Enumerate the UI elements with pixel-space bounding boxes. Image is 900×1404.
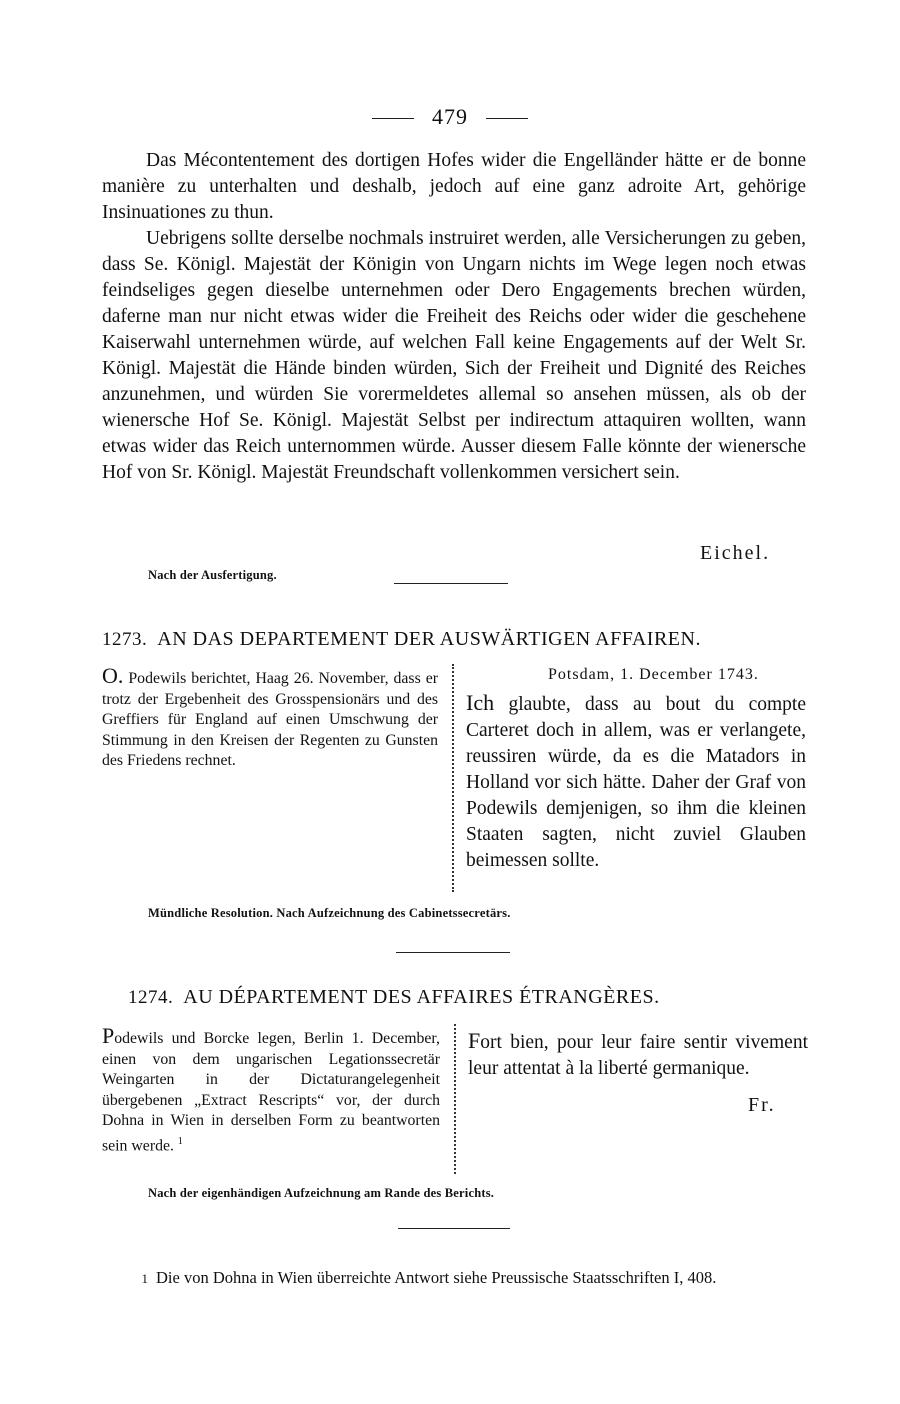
letter-body [102,148,806,486]
order-text: ort bien, pour leur faire sentir vivement leur attentat à la liberté germanique. [468,1032,808,1079]
column-divider [452,664,454,892]
order-first-word: Ich [466,690,495,715]
summary-initial: P [102,1023,115,1048]
page-number-dash-left [372,118,414,119]
page-number-text: 479 [432,104,468,129]
order-text-1274 [468,1028,808,1082]
signature-eichel: Eichel. [700,542,771,564]
section-heading-1274 [128,986,808,1009]
paragraph: Das Mécontentement des dortigen Hofes wider die Engelländer hätte er de bonne manière zu unterhalten und deshalb, jedoch auf eine ganz adroite Art, gehörige Insinuationes zu thun. [102,150,806,223]
page-number-dash-right [486,118,528,119]
section-divider [396,952,510,953]
source-note: Nach der Ausfertigung. [148,568,277,582]
dateline: Potsdam, 1. December 1743. [548,666,759,683]
footnote [102,1266,808,1291]
summary-1274 [102,1023,440,1157]
summary-text: Podewils berichtet, Haag 26. November, dass er trotz der Ergebenheit des Grosspensionärs und des Greffiers für England auf einen Umschwung der Stimmung in den Kreisen der Regenten zu Gunsten des Friedens rechnet. [102,670,438,770]
footnote-text: Die von Dohna in Wien überreichte Antwort siehe Preussische Staatsschriften I, 408. [156,1268,717,1287]
section-number: 1273. [102,629,148,650]
section-number: 1274. [128,987,174,1008]
summary-1273 [102,663,438,772]
order-text-1273 [466,690,806,874]
footnote-ref: 1 [177,1135,183,1147]
summary-initial: O. [102,663,124,688]
section-heading-1273 [102,628,806,651]
section-title: AN DAS DEPARTEMENT DER AUSWÄRTIGEN AFFAIREN. [157,628,701,650]
source-note: Nach der eigenhändigen Aufzeichnung am Rande des Berichts. [148,1186,495,1200]
source-note: Mündliche Resolution. Nach Aufzeichnung des Cabinetssecretärs. [148,906,511,920]
page-number [0,104,900,130]
column-divider [454,1024,456,1174]
section-title: AU DÉPARTEMENT DES AFFAIRES ÉTRANGÈRES. [183,986,660,1008]
order-first-letter: F [468,1028,481,1053]
paragraph: Uebrigens sollte derselbe nochmals instruiret werden, alle Versicherungen zu geben, dass Se. Königl. Majestät der Königin von Ungarn nichts im Wege legen noch etwas feindseliges gegen dieselbe unternehmen oder Dero Engagements brechen würden, daferne man nur nicht etwas wider die Freiheit des Reichs oder wider die geschehene Kaiserwahl unternehmen würde, auf welchen Fall keine Engagements auf der Welt Sr. Königl. Majestät die Hände binden würden, Sich der Freiheit und Dignité des Reiches anzunehmen, und würden Sie vorermeldetes allemal so ansehen müssen, als ob der wienersche Hof Se. Königl. Majestät Selbst per indirectum attaquiren wollten, wann etwas wider das Reich unternommen würde. Ausser diesem Falle könnte der wienersche Hof von Sr. Königl. Majestät Freundschaft vollenkommen versichert sein. [102,228,806,483]
footnote-marker: 1 [141,1271,148,1286]
section-divider [394,583,508,584]
order-text: glaubte, dass au bout du compte Carteret doch in allem, was er verlangete, reussiren würde, da es die Matadors in Holland vor sich hätte. Daher der Graf von Podewils demjenigen, so ihm die kleinen Staaten sagten, nicht zuviel Glauben beimessen sollte. [466,694,806,871]
signature-fr: Fr. [748,1094,776,1116]
summary-text: odewils und Borcke legen, Berlin 1. December, einen von dem ungarischen Legationssecretär Weingarten in der Dictaturangelegenheit übergebenen „Extract Rescripts“ vor, der durch Dohna in Wien in derselben Form zu beantworten sein werde. [102,1030,440,1155]
footnote-divider [398,1228,510,1229]
